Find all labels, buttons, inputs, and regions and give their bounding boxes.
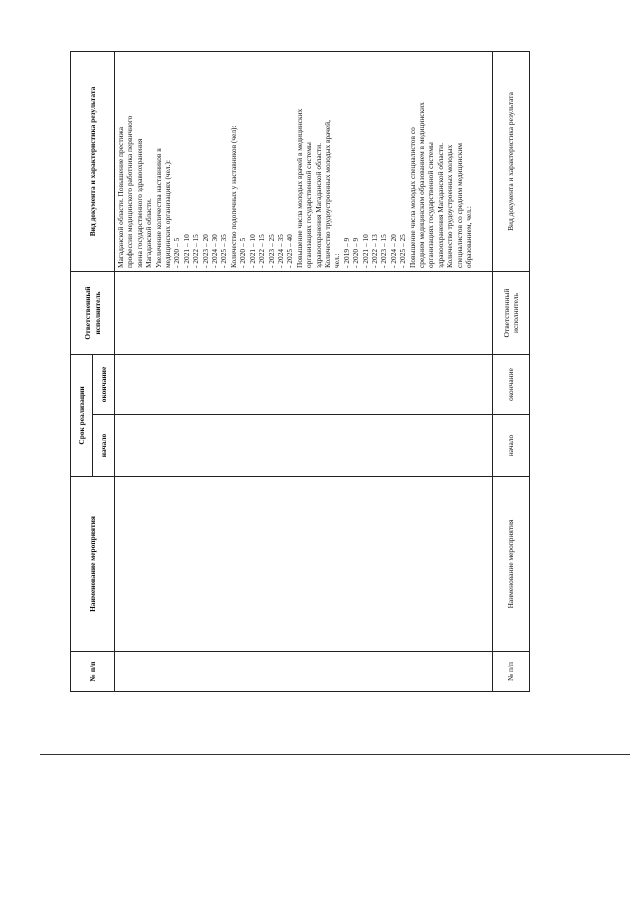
cell-responsible — [115, 272, 493, 355]
result-line: - 2024 – 30 — [210, 234, 220, 268]
result-line: Повышение числа молодых врачей в медицинских — [294, 108, 304, 268]
result-line: Магаданской области. Повышение престижа — [116, 126, 125, 268]
page-divider-line — [40, 754, 630, 755]
result-line: звена государственного здравоохранения — [134, 138, 144, 268]
header-end: окончание — [93, 355, 115, 415]
footer-start: начало — [493, 415, 530, 477]
result-line: - 2022 – 15 — [257, 234, 267, 268]
footer-num: № п/п — [493, 652, 530, 692]
cell-start — [115, 415, 493, 477]
result-line: - 2020 – 9 — [351, 237, 361, 268]
result-line: - 2019 – 9 — [341, 237, 351, 268]
header-start: начало — [93, 415, 115, 477]
result-line: Количество подопечных у наставников (чел): — [228, 125, 238, 268]
result-line: Магаданской области. — [144, 198, 154, 268]
result-line: Повышение числа молодых специалистов со — [407, 127, 417, 268]
footer-end: окончание — [493, 355, 530, 415]
rotated-table-page — [70, 52, 530, 692]
result-line: Количество трудоустроенных молодых врачей, — [322, 120, 332, 268]
result-line: - 2021 – 10 — [247, 234, 257, 268]
result-line: организациях государственной системы — [426, 142, 436, 268]
result-line: - 2023 – 15 — [379, 234, 389, 268]
result-line: здравоохранения Магаданской области. — [313, 143, 323, 268]
result-line: - 2025 – 25 — [398, 234, 408, 268]
result-line: здравоохранения Магаданской области. — [435, 143, 445, 268]
header-result: Вид документа и характеристика результата — [71, 52, 115, 272]
result-line: - 2023 – 25 — [266, 234, 276, 268]
result-line: профессии медицинского работника первичного — [125, 115, 135, 268]
result-line: - 2021 – 10 — [181, 234, 191, 268]
result-line: - 2025 – 40 — [285, 234, 295, 268]
result-line: медицинских организациях (чел.): — [163, 160, 173, 268]
cell-result — [115, 52, 493, 272]
result-line: чел.: — [332, 253, 342, 268]
header-name: Наименование мероприятия — [71, 477, 115, 652]
result-line: Увеличение количества наставников в — [153, 148, 163, 268]
cell-num — [115, 652, 493, 692]
result-line: - 2020 – 5 — [238, 237, 248, 268]
result-line: - 2024 – 20 — [388, 234, 398, 268]
result-line: специалистов со средним медицинским — [454, 143, 464, 268]
result-line: - 2023 – 20 — [200, 234, 210, 268]
result-line: - 2020 – 5 — [172, 237, 182, 268]
cell-name — [115, 477, 493, 652]
result-line: - 2022 – 13 — [369, 234, 379, 268]
result-line: - 2024 – 35 — [275, 234, 285, 268]
result-line: Количество трудоустроенных молодых — [445, 144, 455, 268]
header-period: Срок реализации — [71, 355, 93, 477]
header-num: № п/п — [71, 652, 115, 692]
activities-table — [70, 51, 530, 692]
footer-result: Вид документа и характеристика результата — [493, 52, 530, 272]
result-line: - 2025 – 35 — [219, 234, 229, 268]
result-line: средним медицинским образованием в медицинских — [417, 102, 426, 268]
header-responsible: Ответственный исполнитель — [71, 272, 115, 355]
footer-name: Наименование мероприятия — [493, 477, 530, 652]
result-text — [116, 55, 473, 268]
result-line: - 2022 – 15 — [191, 234, 201, 268]
result-line: образованием, чел.: — [464, 206, 474, 268]
result-line: - 2021 – 10 — [360, 234, 370, 268]
cell-end — [115, 355, 493, 415]
footer-responsible: Ответственный исполнитель — [493, 272, 530, 355]
result-line: организациях государственной системы — [304, 142, 314, 268]
